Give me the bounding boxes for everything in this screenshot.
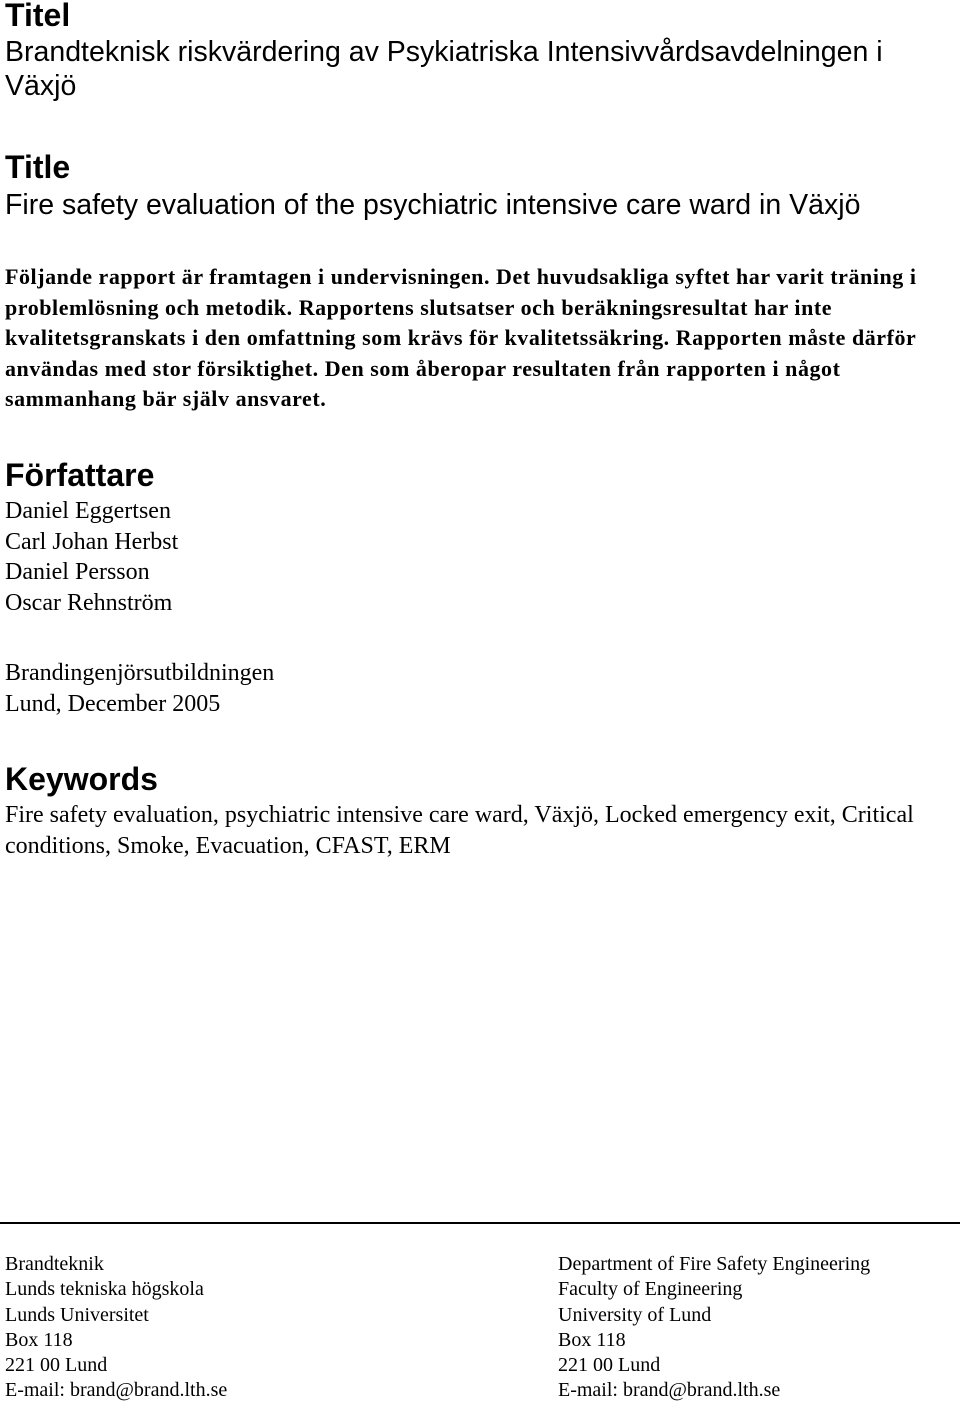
keywords-heading: Keywords (5, 761, 158, 797)
swedish-title-text: Brandteknisk riskvärdering av Psykiatriska Intensivvårdsavdelningen i Växjö (5, 36, 883, 102)
place-date: Lund, December 2005 (5, 690, 221, 717)
footer-line: Box 118 (5, 1328, 73, 1351)
footer-line: Faculty of Engineering (558, 1278, 743, 1301)
footer-address-english (558, 1252, 870, 1404)
footer-line: Department of Fire Safety Engineering (558, 1253, 871, 1275)
footer-line: Box 118 (558, 1328, 626, 1351)
english-title-heading: Title (5, 149, 71, 185)
footer-address-swedish (5, 1252, 227, 1404)
keywords-text: Fire safety evaluation, psychiatric intensive care ward, Växjö, Locked emergency exit, Critical conditions, Smoke, Evacuation, CFAST, ERM (5, 802, 914, 859)
author-name: Daniel Persson (5, 559, 150, 585)
footer-email: E-mail: brand@brand.lth.se (558, 1379, 781, 1402)
english-title-text: Fire safety evaluation of the psychiatric intensive care ward in Växjö (5, 189, 861, 221)
authors-heading: Författare (5, 457, 155, 493)
footer-divider (0, 1222, 960, 1224)
program-name: Brandingenjörsutbildningen (5, 660, 275, 686)
footer-email: E-mail: brand@brand.lth.se (5, 1379, 228, 1402)
footer-line: Lunds Universitet (5, 1303, 149, 1326)
author-name: Daniel Eggertsen (5, 498, 171, 524)
swedish-title-heading: Titel (5, 0, 71, 33)
author-name: Oscar Rehnström (5, 589, 173, 616)
footer-line: Lunds tekniska högskola (5, 1278, 204, 1301)
program-info (5, 658, 274, 719)
author-list (5, 496, 178, 618)
footer-line: 221 00 Lund (5, 1354, 108, 1377)
footer-line: Brandteknik (5, 1253, 104, 1275)
footer-line: 221 00 Lund (558, 1354, 661, 1377)
author-name: Carl Johan Herbst (5, 528, 179, 555)
disclaimer-notice: Följande rapport är framtagen i undervisningen. Det huvudsakliga syftet har varit träning i problemlösning och metodik. Rapportens slutsatser och beräkningsresultat har inte kvalitetsgranskats i den omfattning som krävs för kvalitetssäkring. Rapporten måste därför användas med stor försiktighet. Den som åberopar resultaten från rapporten i något sammanhang bär själv ansvaret. (5, 264, 917, 411)
footer-line: University of Lund (558, 1303, 712, 1326)
